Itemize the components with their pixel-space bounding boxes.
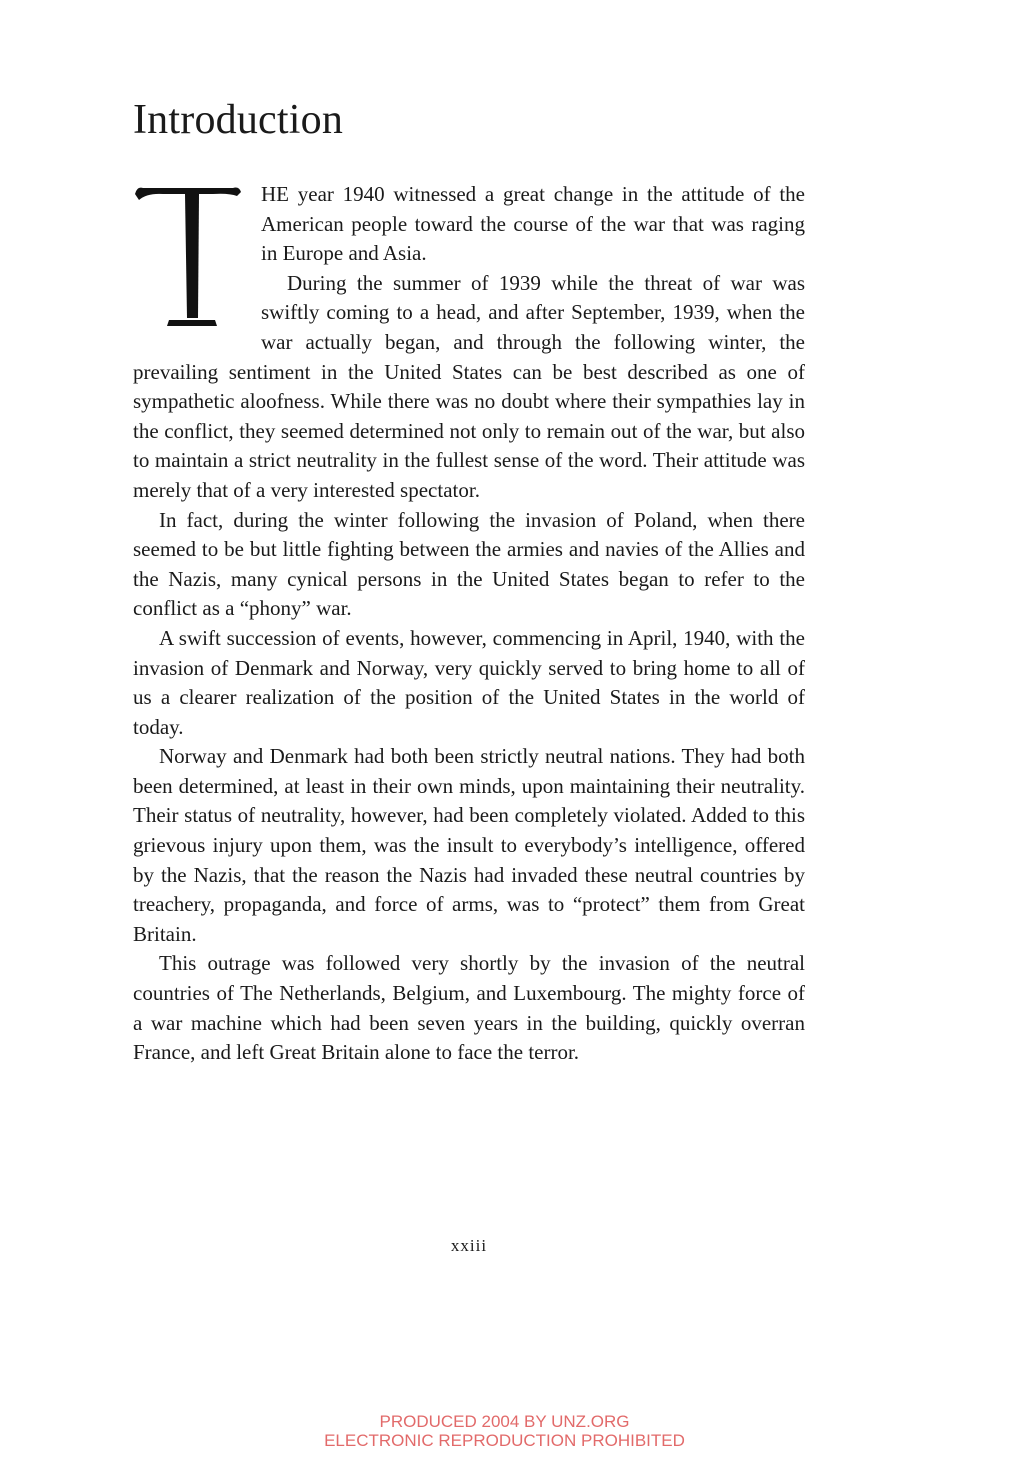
- smallcaps-lead: HE: [261, 182, 289, 206]
- paragraph-1-text: year 1940 witnessed a great change in the attitude of the American people toward the course of the war that was raging in Europe and Asia.: [261, 182, 805, 266]
- paragraph-4: A swift succession of events, however, commencing in April, 1940, with the invasion of Denmark and Norway, very quickly served to bring home to all of us a clearer realization of the position of the United States in the world of today.: [133, 625, 805, 739]
- opening-paragraph: [133, 180, 805, 506]
- watermark: [0, 1412, 1009, 1450]
- paragraph-2: During the summer of 1939 while the threat of war was swiftly coming to a head, and after September, 1939, when the war actually began, and through the following winter, the prevailing sentiment in the United States can be best described as one of sympathetic aloofness. While there was no doubt where their sympathies lay in the conflict, they seemed determined not only to remain out of the war, but also to maintain a strict neutrality in the fullest sense of the word. Their attitude was merely that of a very interested spectator.: [133, 270, 805, 502]
- paragraph-5: Norway and Denmark had both been strictly neutral nations. They had both been determined, at least in their own minds, upon maintaining their neutrality. Their status of neutrality, however, had been completely violated. Added to this grievous injury upon them, was the insult to everybody’s intelligence, offered by the Nazis, that the reason the Nazis had invaded these neutral countries by treachery, propaganda, and force of arms, was to “protect” them from Great Britain.: [133, 744, 805, 946]
- page-number: xxiii: [450, 1236, 488, 1255]
- dropcap-letter-t: [129, 184, 247, 332]
- dropcap-t-glyph: [129, 184, 247, 334]
- watermark-line-1: PRODUCED 2004 BY UNZ.ORG: [379, 1412, 630, 1431]
- paragraph-3: In fact, during the winter following the invasion of Poland, when there seemed to be but little fighting between the armies and navies of the Allies and the Nazis, many cynical persons in the United States began to refer to the conflict as a “phony” war.: [133, 507, 805, 621]
- paragraph-6: This outrage was followed very shortly by the invasion of the neutral countries of The Netherlands, Belgium, and Luxembourg. The mighty force of a war machine which had been seven years in the building, quickly overran France, and left Great Britain alone to face the terror.: [133, 951, 805, 1065]
- watermark-line-2: ELECTRONIC REPRODUCTION PROHIBITED: [324, 1431, 685, 1450]
- body-text: [133, 180, 805, 1068]
- page-title: Introduction: [133, 97, 344, 143]
